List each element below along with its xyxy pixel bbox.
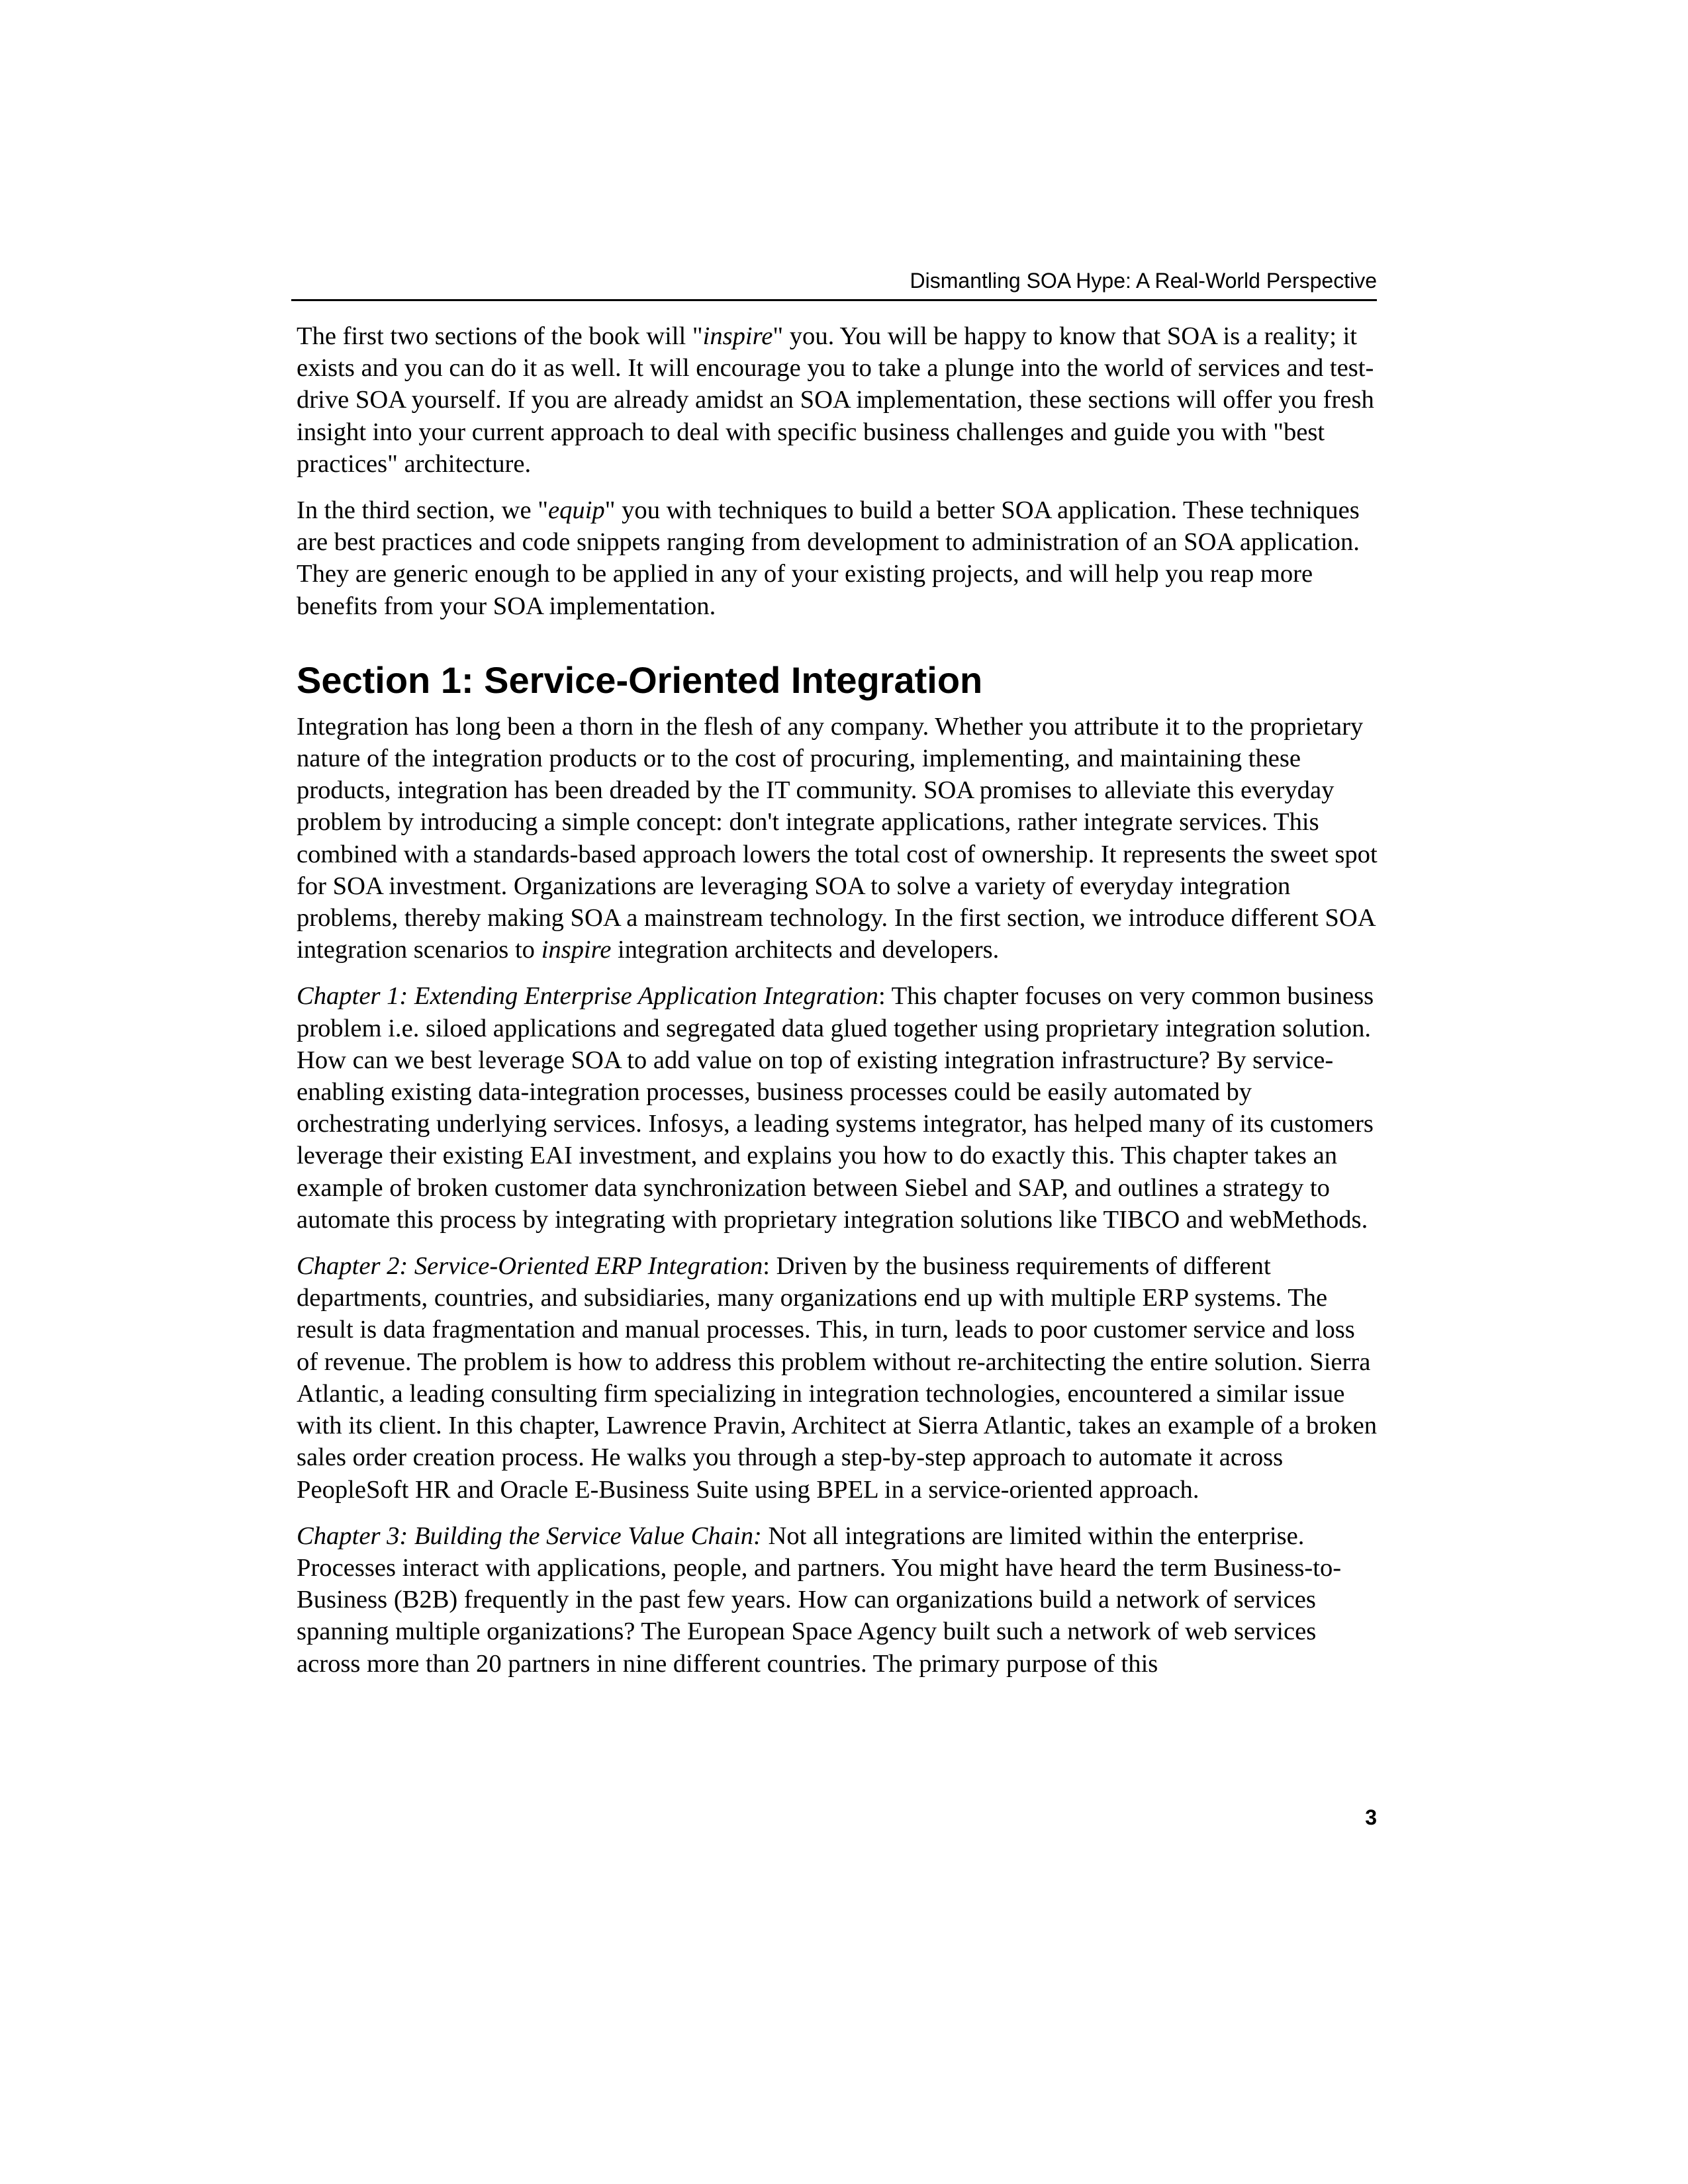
chapter-1-paragraph	[297, 980, 1382, 1236]
running-header	[291, 267, 1377, 301]
intro-paragraph-2	[297, 494, 1382, 622]
text-run: " you. You will be happy to know that SOA is a reality; it exists and you can do it as well. It will encourage you to take a plunge into the world of services and test-drive SOA yourself. If you are already amidst an SOA implementation, these sections will offer you fresh insight into your current approach to deal with specific business challenges and guide you with "best practices" architecture.	[297, 322, 1374, 478]
text-run: " you with techniques to build a better SOA application. These techniques are best practices and code snippets ranging from development to administration of an SOA application. They are generic enough to be applied in any of your existing projects, and will help you reap more benefits from your SOA implementation.	[297, 496, 1360, 620]
emphasis-equip: equip	[548, 496, 605, 525]
chapter-1-title: Chapter 1: Extending Enterprise Application Integration	[297, 982, 878, 1011]
chapter-2-title: Chapter 2: Service-Oriented ERP Integration	[297, 1252, 763, 1281]
section-intro-paragraph	[297, 711, 1382, 966]
text-run: Integration has long been a thorn in the flesh of any company. Whether you attribute it to the proprietary nature of the integration products or to the cost of procuring, implementing, and maintaining these products, integration has been dreaded by the IT community. SOA promises to alleviate this everyday problem by introducing a simple concept: don't integrate applications, rather integrate services. This combined with a standards-based approach lowers the total cost of ownership. It represents the sweet spot for SOA investment. Organizations are leveraging SOA to solve a variety of everyday integration problems, thereby making SOA a mainstream technology. In the first section, we introduce different SOA integration scenarios to	[297, 712, 1378, 964]
text-run: The first two sections of the book will "	[297, 322, 703, 350]
chapter-1-description: : This chapter focuses on very common business problem i.e. siloed applications and segregated data glued together using proprietary integration solution. How can we best leverage SOA to add value on top of existing integration infrastructure? By service-enabling existing data-integration processes, business processes could be easily automated by orchestrating underlying services. Infosys, a leading systems integrator, has helped many of its customers leverage their existing EAI investment, and explains you how to do exactly this. This chapter takes an example of broken customer data synchronization between Siebel and SAP, and outlines a strategy to automate this process by integrating with proprietary integration solutions like TIBCO and webMethods.	[297, 982, 1374, 1234]
text-run: integration architects and developers.	[611, 936, 1000, 964]
text-run: In the third section, we "	[297, 496, 548, 525]
chapter-3-description: Not all integrations are limited within the enterprise. Processes interact with applications, people, and partners. You might have heard the term Business-to-Business (B2B) frequently in the past few years. How can organizations build a network of services spanning multiple organizations? The European Space Agency built such a network of web services across more than 20 partners in nine different countries. The primary purpose of this	[297, 1522, 1342, 1678]
emphasis-inspire: inspire	[541, 936, 612, 964]
chapter-3-paragraph	[297, 1520, 1382, 1680]
emphasis-inspire: inspire	[702, 322, 773, 350]
section-heading: Section 1: Service-Oriented Integration	[297, 659, 983, 701]
running-header-title: Dismantling SOA Hype: A Real-World Perspective	[910, 269, 1377, 293]
page-body	[297, 320, 1382, 1694]
chapter-3-title: Chapter 3: Building the Service Value Chain:	[297, 1522, 762, 1550]
page-number: 3	[1365, 1805, 1377, 1829]
intro-paragraph-1	[297, 320, 1382, 480]
chapter-2-description: : Driven by the business requirements of different departments, countries, and subsidiaries, many organizations end up with multiple ERP systems. The result is data fragmentation and manual processes. This, in turn, leads to poor customer service and loss of revenue. The problem is how to address this problem without re-architecting the entire solution. Sierra Atlantic, a leading consulting firm specializing in integration technologies, encountered a similar issue with its client. In this chapter, Lawrence Pravin, Architect at Sierra Atlantic, takes an example of a broken sales order creation process. He walks you through a step-by-step approach to automate it across PeopleSoft HR and Oracle E-Business Suite using BPEL in a service-oriented approach.	[297, 1252, 1378, 1504]
chapter-2-paragraph	[297, 1250, 1382, 1506]
